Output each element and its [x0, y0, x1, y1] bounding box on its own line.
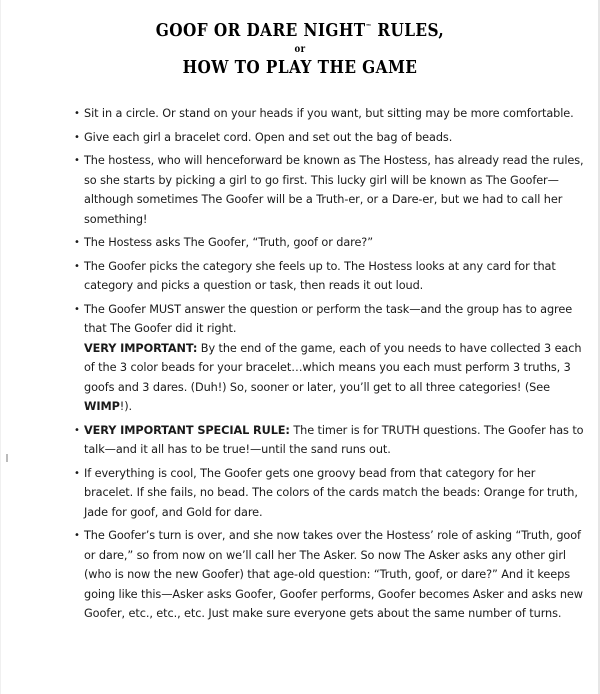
rule-item — [74, 464, 584, 523]
bullet-icon: • — [74, 108, 80, 119]
bullet-icon: • — [74, 260, 80, 272]
bullet-icon: • — [74, 467, 80, 479]
rule-item — [74, 526, 584, 624]
special-rule-label: VERY IMPORTANT SPECIAL RULE: — [84, 423, 290, 437]
rule-item — [74, 233, 584, 253]
trademark: ™ — [365, 22, 372, 31]
very-important-label: VERY IMPORTANT: — [84, 341, 198, 355]
margin-mark — [6, 454, 8, 462]
bullet-icon: • — [74, 131, 80, 143]
rule-text: The Goofer MUST answer the question or perform the task—and the group has to agree that The Goofer did it right. — [84, 302, 573, 335]
very-important-text: By the end of the game, each of you needs to have collected 3 each of the 3 color beads for your bracelet…which means you each must perform 3 truths, 3 goofs and 3 dares. (Duh!) So, sooner or later, you’ll get to all three categories! (See — [84, 341, 582, 394]
title-line-1 — [45, 16, 555, 42]
rule-text: The Goofer’s turn is over, and she now takes over the Hostess’ role of asking “Truth, goof or dare,” so from now on we’ll call her The Asker. So now The Asker asks any other girl (who is now the new Goofer) that age-old question: “Truth, goof, or dare?” And it keeps going like this—Asker asks Goofer, Goofer performs, Goofer becomes Asker and asks new Goofer, etc., etc., etc. Just make sure everyone gets about the same number of turns. — [84, 529, 583, 620]
scan-edge-left — [0, 0, 1, 694]
bullet-icon: • — [74, 303, 80, 315]
bullet-icon: • — [74, 155, 80, 166]
rule-text — [84, 421, 584, 460]
wimp-ref: WIMP — [84, 400, 120, 413]
rule-item — [74, 421, 584, 460]
rule-text: The Hostess asks The Goofer, “Truth, goof or dare?” — [84, 236, 373, 249]
rule-text: Sit in a circle. Or stand on your heads if you want, but sitting may be more comfortable. — [84, 107, 574, 120]
rule-text: If everything is cool, The Goofer gets one groovy bead from that category for her bracelet. If she fails, no bead. The colors of the cards match the beads: Orange for truth, Jade for goof, and Gold for dare. — [84, 466, 578, 519]
title-main: GOOF OR DARE NIGHT — [155, 20, 366, 41]
title-or: or — [294, 44, 306, 55]
very-important-end: !). — [119, 400, 133, 413]
bullet-icon: • — [74, 530, 80, 541]
rule-item — [74, 104, 584, 124]
rule-text: The hostess, who will henceforward be known as The Hostess, has already read the rules, so she starts by picking a girl to go first. This lucky girl will be known as The Goofer—although sometimes The Goofer will be a Truth-er, or a Dare-er, but we had to call her something! — [84, 154, 584, 226]
rule-text: The Goofer picks the category she feels up to. The Hostess looks at any card for that category and picks a question or task, then reads it out loud. — [84, 259, 556, 292]
rules-list — [74, 104, 584, 628]
rule-item — [74, 128, 584, 148]
special-rule-text: The timer is for TRUTH questions. The Goofer has to talk—and it all has to be true!—until the sand runs out. — [84, 423, 584, 456]
rule-item — [74, 257, 584, 296]
title-line-2: HOW TO PLAY THE GAME — [182, 57, 418, 78]
rule-item — [74, 300, 584, 417]
title-main-end: RULES, — [371, 20, 445, 41]
rule-item — [74, 151, 584, 229]
rule-text: Give each girl a bracelet cord. Open and set out the bag of beads. — [84, 130, 453, 144]
bullet-icon: • — [74, 237, 80, 248]
bullet-icon: • — [74, 424, 80, 436]
very-important-note — [84, 339, 584, 417]
title-block — [0, 16, 600, 79]
